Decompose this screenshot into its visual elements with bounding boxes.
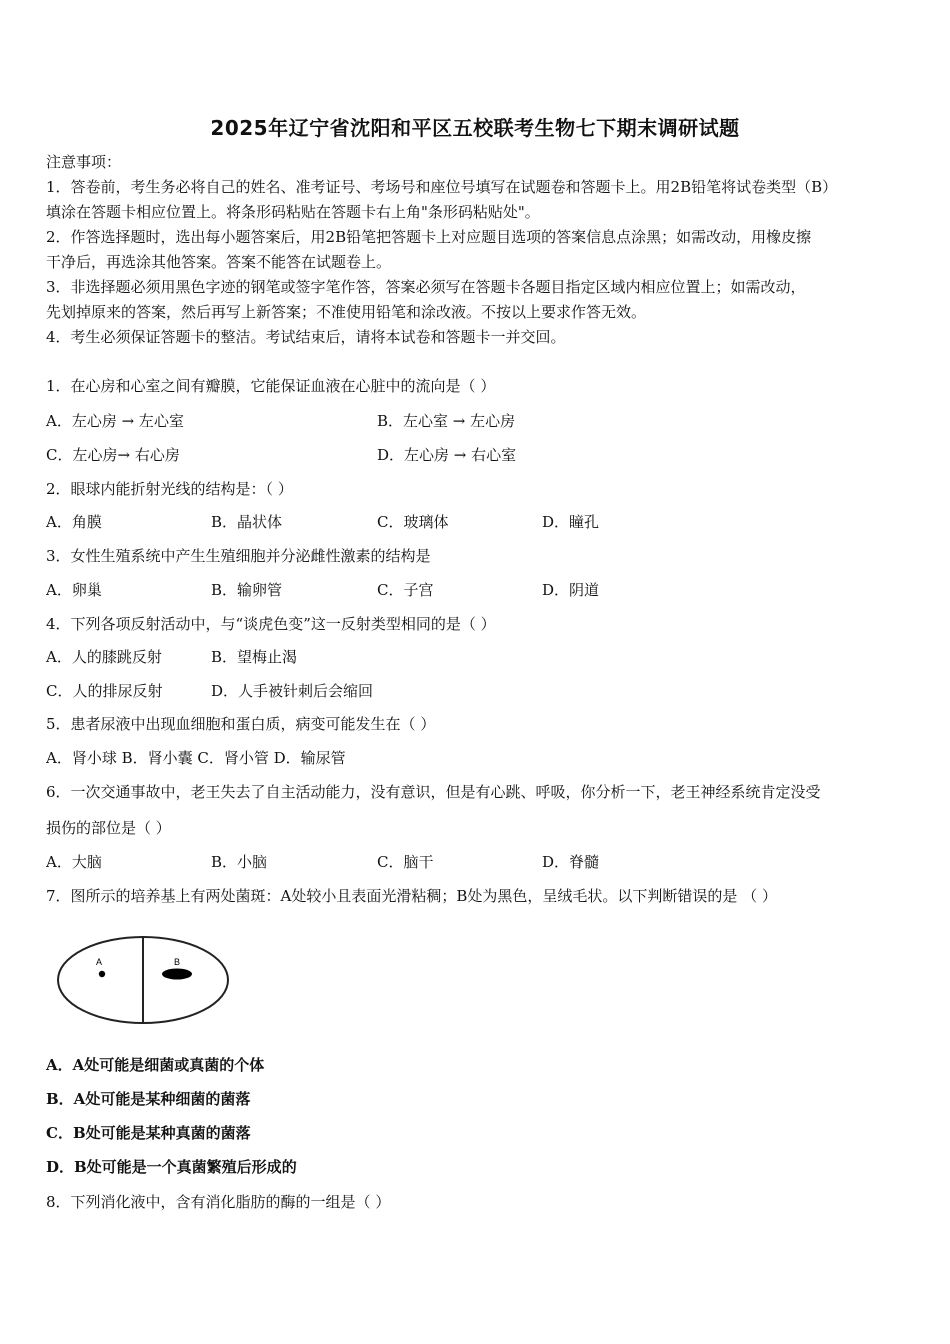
notice-line-6: 先划掉原来的答案，然后再写上新答案；不准使用铅笔和涂改液。不按以上要求作答无效。 (46, 303, 647, 321)
question-1-option-d: D．左心房 → 右心室 (377, 446, 517, 464)
question-7-option-a: A．A处可能是细菌或真菌的个体 (46, 1056, 265, 1074)
question-4-option-c: C．人的排尿反射 (46, 682, 163, 700)
petri-dish-figure (56, 932, 236, 1028)
question-4-option-b: B．望梅止渴 (211, 648, 298, 666)
question-5-stem: 5．患者尿液中出现血细胞和蛋白质，病变可能发生在（ ） (46, 715, 436, 733)
question-1-option-a: A．左心房 → 左心室 (46, 412, 184, 430)
figure-label-b: B (173, 957, 181, 967)
notice-line-4: 干净后，再选涂其他答案。答案不能答在试题卷上。 (46, 253, 392, 271)
notice-line-3: 2．作答选择题时，选出每小题答案后，用2B铅笔把答题卡上对应题目选项的答案信息点涂黑；如需改动，用橡皮擦 (46, 228, 812, 246)
notice-line-5: 3．非选择题必须用黑色字迹的钢笔或签字笔作答，答案必须写在答题卡各题目指定区域内相应位置上；如需改动， (46, 278, 806, 296)
figure-label-a: A (95, 957, 103, 967)
notice-heading: 注意事项： (46, 153, 122, 171)
question-6-option-a: A．大脑 (46, 853, 102, 871)
question-2-option-d: D．瞳孔 (542, 513, 600, 531)
question-7-option-d: D．B处可能是一个真菌繁殖后形成的 (46, 1158, 297, 1176)
question-5-options: A．肾小球 B．肾小囊 C．肾小管 D．输尿管 (46, 749, 346, 767)
question-6-option-c: C．脑干 (377, 853, 434, 871)
question-3-option-a: A．卵巢 (46, 581, 102, 599)
question-6-option-d: D．脊髓 (542, 853, 600, 871)
question-7-stem: 7．图所示的培养基上有两处菌斑：A处较小且表面光滑粘稠；B处为黑色，呈绒毛状。以下判断错误的是 （ ） (46, 887, 777, 905)
question-6-option-b: B．小脑 (211, 853, 268, 871)
notice-line-2: 填涂在答题卡相应位置上。将条形码粘贴在答题卡右上角"条形码粘贴处"。 (46, 203, 540, 221)
question-8-stem: 8．下列消化液中，含有消化脂肪的酶的一组是（ ） (46, 1193, 391, 1211)
notice-line-1: 1．答卷前，考生务必将自己的姓名、准考证号、考场号和座位号填写在试题卷和答题卡上。用2B铅笔将试卷类型（B） (46, 178, 838, 196)
question-1-option-c: C．左心房→ 右心房 (46, 446, 180, 464)
question-2-option-a: A．角膜 (46, 513, 102, 531)
question-7-option-c: C．B处可能是某种真菌的菌落 (46, 1124, 251, 1142)
question-3-stem: 3．女性生殖系统中产生生殖细胞并分泌雌性激素的结构是 (46, 547, 431, 565)
question-3-option-c: C．子宫 (377, 581, 434, 599)
colony-a (99, 971, 105, 977)
notice-line-7: 4．考生必须保证答题卡的整洁。考试结束后，请将本试卷和答题卡一并交回。 (46, 328, 566, 346)
page-title: 2025年辽宁省沈阳和平区五校联考生物七下期末调研试题 (210, 116, 740, 140)
question-2-stem: 2．眼球内能折射光线的结构是：（ ） (46, 480, 293, 498)
question-6-stem-line-2: 损伤的部位是（ ） (46, 819, 171, 837)
question-1-stem: 1．在心房和心室之间有瓣膜，它能保证血液在心脏中的流向是（ ） (46, 377, 496, 395)
question-4-option-a: A．人的膝跳反射 (46, 648, 162, 666)
colony-b (162, 969, 192, 980)
question-3-option-d: D．阴道 (542, 581, 600, 599)
question-4-stem: 4．下列各项反射活动中，与“谈虎色变”这一反射类型相同的是（ ） (46, 615, 496, 633)
question-4-option-d: D．人手被针刺后会缩回 (211, 682, 374, 700)
question-3-option-b: B．输卵管 (211, 581, 283, 599)
question-2-option-c: C．玻璃体 (377, 513, 449, 531)
question-7-option-b: B．A处可能是某种细菌的菌落 (46, 1090, 251, 1108)
question-2-option-b: B．晶状体 (211, 513, 283, 531)
question-6-stem-line-1: 6．一次交通事故中，老王失去了自主活动能力，没有意识，但是有心跳、呼吸，你分析一下，老王神经系统肯定没受 (46, 783, 821, 801)
question-1-option-b: B．左心室 → 左心房 (377, 412, 516, 430)
